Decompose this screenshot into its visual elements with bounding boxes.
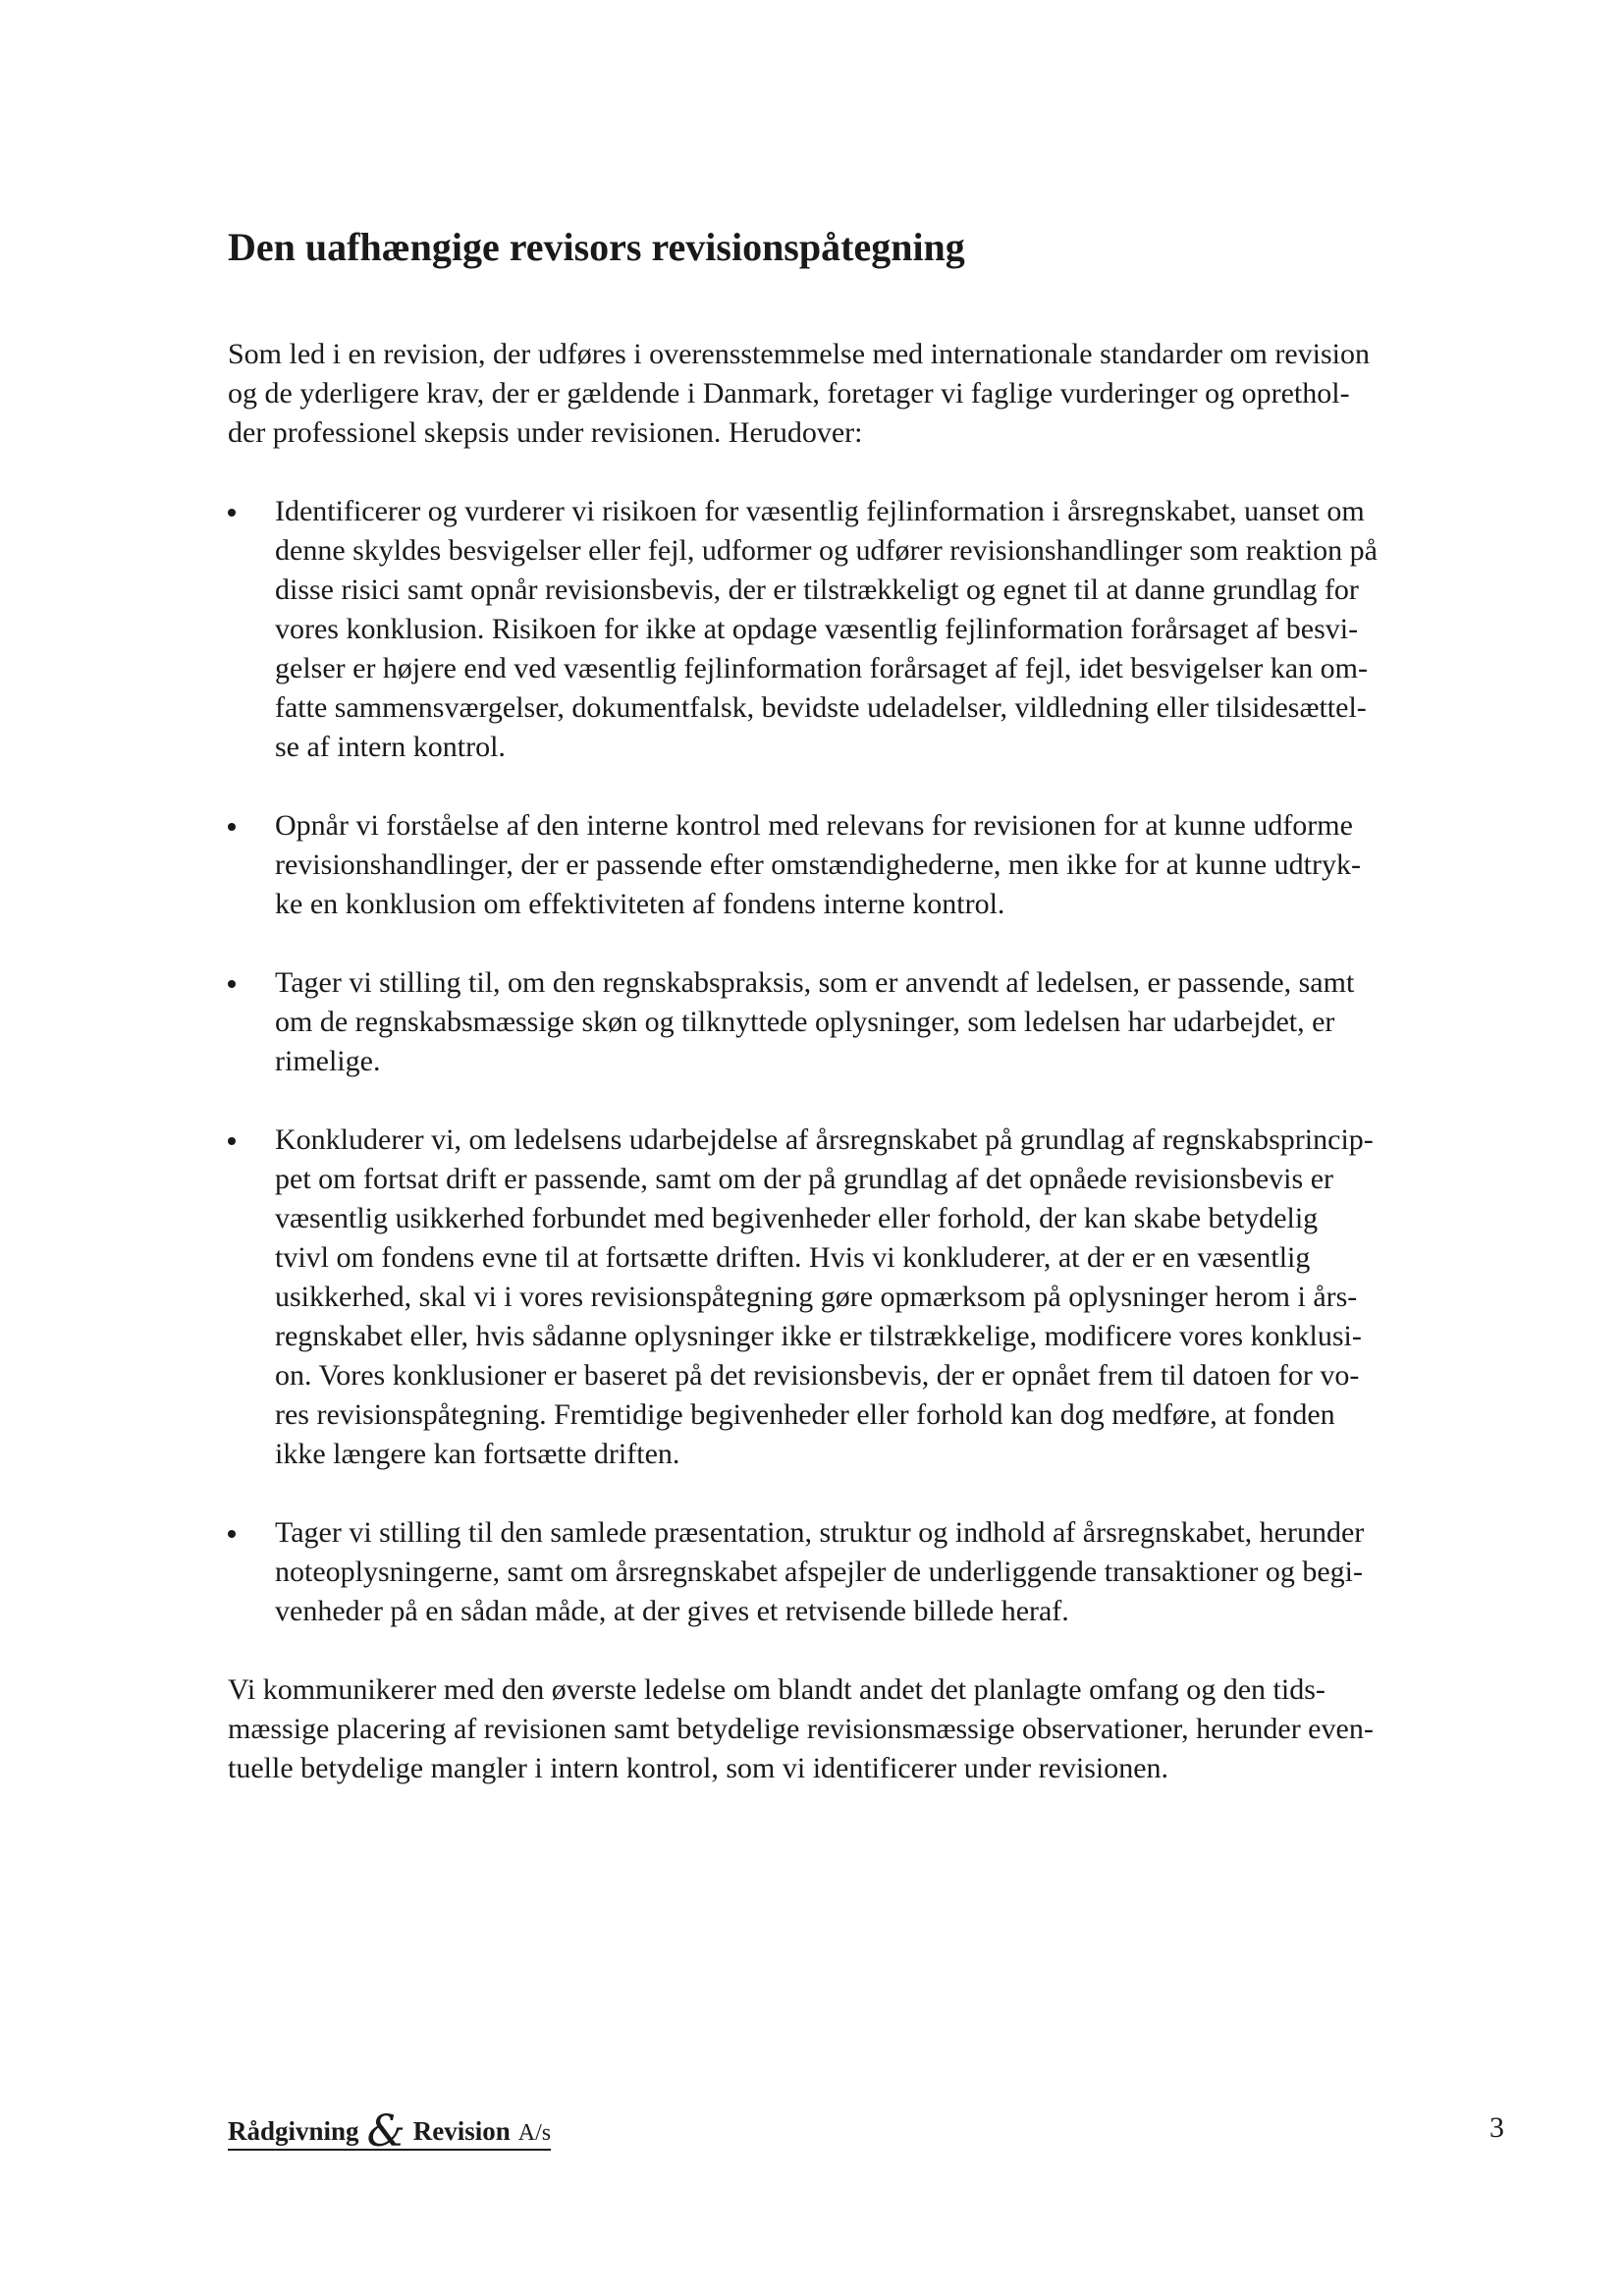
- bullet-list: [228, 492, 1504, 1631]
- text-line: ke en konklusion om effektiviteten af fondens interne kontrol.: [275, 888, 1005, 920]
- bullet-icon: [228, 823, 236, 831]
- text-line: Tager vi stilling til den samlede præsentation, struktur og indhold af årsregnskabet, herunder: [275, 1516, 1365, 1549]
- logo-ampersand: &: [366, 2106, 406, 2157]
- list-item-text: [275, 963, 1504, 1081]
- text-line: Som led i en revision, der udføres i overensstemmelse med internationale standarder om revision: [228, 338, 1371, 370]
- text-line: Opnår vi forståelse af den interne kontrol med relevans for revisionen for at kunne udforme: [275, 809, 1353, 842]
- page-title: Den uafhængige revisors revisionspåtegning: [228, 225, 965, 269]
- list-item: [228, 806, 1542, 924]
- text-line: regnskabet eller, hvis sådanne oplysninger ikke er tilstrækkelige, modificere vores konklusi-: [275, 1320, 1362, 1352]
- bullet-icon: [228, 980, 236, 988]
- text-line: pet om fortsat drift er passende, samt om der på grundlag af det opnåede revisionsbevis er: [275, 1163, 1333, 1195]
- text-line: vores konklusion. Risikoen for ikke at opdage væsentlig fejlinformation forårsaget af besvi-: [275, 613, 1359, 645]
- text-line: usikkerhed, skal vi i vores revisionspåtegning gøre opmærksom på oplysninger herom i års-: [275, 1281, 1358, 1313]
- text-line: fatte sammensværgelser, dokumentfalsk, bevidste udeladelser, vildledning eller tilsidesættel-: [275, 691, 1367, 724]
- page-content: [228, 222, 1504, 1788]
- text-line: der professionel skepsis under revisionen. Herudover:: [228, 416, 863, 449]
- text-line: revisionshandlinger, der er passende efter omstændighederne, men ikke for at kunne udtryk-: [275, 848, 1361, 881]
- text-line: om de regnskabsmæssige skøn og tilknyttede oplysninger, som ledelsen har udarbejdet, er: [275, 1006, 1335, 1038]
- bullet-icon: [228, 509, 236, 517]
- text-line: disse risici samt opnår revisionsbevis, der er tilstrækkeligt og egnet til at danne grundlag for: [275, 574, 1359, 606]
- text-line: denne skyldes besvigelser eller fejl, udformer og udfører revisionshandlinger som reaktion på: [275, 534, 1378, 567]
- text-line: Konkluderer vi, om ledelsens udarbejdelse af årsregnskabet på grundlag af regnskabsprincip-: [275, 1123, 1374, 1156]
- bullet-icon: [228, 1137, 236, 1145]
- logo-text-part2: Revision: [412, 2116, 511, 2146]
- list-item-text: [275, 1121, 1504, 1474]
- intro-paragraph: [228, 335, 1504, 453]
- list-item: [228, 1513, 1542, 1631]
- list-item-text: [275, 806, 1504, 924]
- text-line: Vi kommunikerer med den øverste ledelse om blandt andet det planlagte omfang og den tids-: [228, 1673, 1325, 1706]
- closing-paragraph: [228, 1670, 1504, 1788]
- text-line: Identificerer og vurderer vi risikoen for væsentlig fejlinformation i årsregnskabet, uanset om: [275, 495, 1365, 527]
- list-item: [228, 963, 1542, 1081]
- list-item: [228, 1121, 1542, 1474]
- text-line: rimelige.: [275, 1045, 381, 1077]
- text-line: se af intern kontrol.: [275, 731, 506, 763]
- list-item: [228, 492, 1542, 767]
- text-line: og de yderligere krav, der er gældende i Danmark, foretager vi faglige vurderinger og oprethol-: [228, 377, 1350, 410]
- logo-suffix: A/s: [517, 2120, 552, 2146]
- logo-text-part1: Rådgivning: [228, 2116, 359, 2146]
- text-line: mæssige placering af revisionen samt betydelige revisionsmæssige observationer, herunder even-: [228, 1713, 1374, 1745]
- text-line: tvivl om fondens evne til at fortsætte driften. Hvis vi konkluderer, at der er en væsentlig: [275, 1241, 1311, 1274]
- list-item-text: [275, 492, 1504, 767]
- page-footer: [228, 2106, 1504, 2170]
- text-line: res revisionspåtegning. Fremtidige begivenheder eller forhold kan dog medføre, at fonden: [275, 1398, 1335, 1431]
- text-line: Tager vi stilling til, om den regnskabspraksis, som er anvendt af ledelsen, er passende, samt: [275, 966, 1355, 999]
- text-line: væsentlig usikkerhed forbundet med begivenheder eller forhold, der kan skabe betydelig: [275, 1202, 1319, 1234]
- text-line: gelser er højere end ved væsentlig fejlinformation forårsaget af fejl, idet besvigelser kan om-: [275, 652, 1368, 684]
- text-line: noteoplysningerne, samt om årsregnskabet afspejler de underliggende transaktioner og begi-: [275, 1556, 1363, 1588]
- list-item-text: [275, 1513, 1504, 1631]
- page-number: 3: [1489, 2111, 1504, 2144]
- company-logo: [228, 2106, 552, 2157]
- text-line: ikke længere kan fortsætte driften.: [275, 1438, 680, 1470]
- text-line: venheder på en sådan måde, at der gives et retvisende billede heraf.: [275, 1595, 1069, 1627]
- text-line: on. Vores konklusioner er baseret på det revisionsbevis, der er opnået frem til datoen for vo-: [275, 1359, 1360, 1392]
- text-line: tuelle betydelige mangler i intern kontrol, som vi identificerer under revisionen.: [228, 1752, 1169, 1784]
- bullet-icon: [228, 1530, 236, 1538]
